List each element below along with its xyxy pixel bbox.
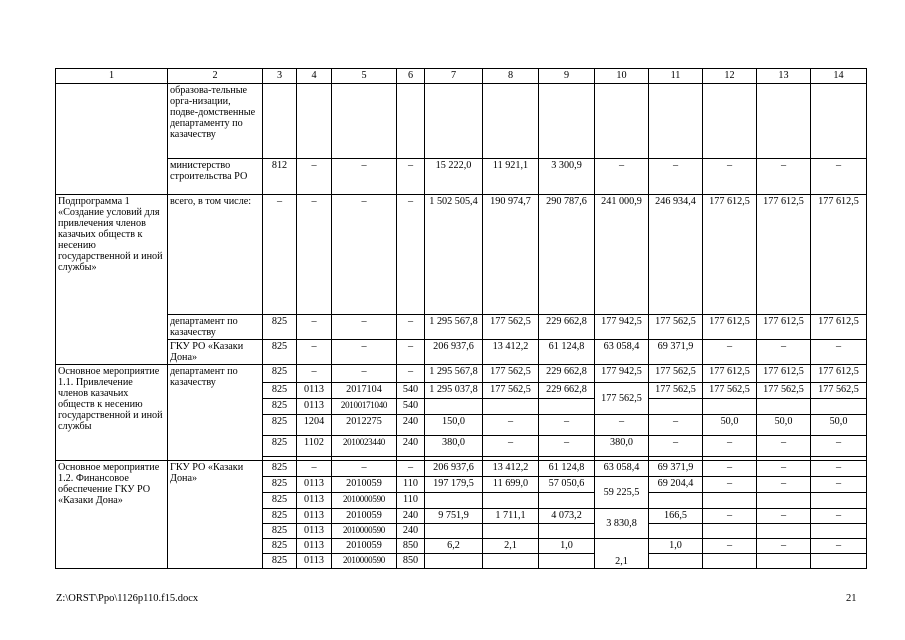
table-cell: 190 974,7 (483, 195, 539, 315)
footer-file-path: Z:\ORST\Ppo\1126p110.f15.docx (56, 593, 199, 604)
table-cell: департамент по казачеству (168, 365, 263, 461)
table-cell: 825 (263, 524, 297, 539)
table-cell: – (332, 159, 397, 195)
table-cell: 825 (263, 509, 297, 524)
table-cell: – (757, 477, 811, 493)
table-cell: 69 371,9 (649, 461, 703, 477)
table-cell: – (811, 509, 867, 524)
table-cell (483, 493, 539, 509)
table-cell (425, 524, 483, 539)
table-cell: 2010059 (332, 509, 397, 524)
table-cell (539, 84, 595, 159)
table-cell: 1,0 (539, 539, 595, 554)
table-row (56, 461, 867, 477)
table-cell: – (297, 159, 332, 195)
table-cell: образова-тельные орга-низации, подве-домственные департаменту по казачеству (168, 84, 263, 159)
table-cell: – (811, 461, 867, 477)
table-cell: – (595, 415, 649, 436)
table-cell: – (811, 436, 867, 457)
header-cell: 10 (595, 69, 649, 84)
table-cell: 15 222,0 (425, 159, 483, 195)
table-cell (811, 524, 867, 539)
page-number: 21 (846, 593, 857, 604)
table-cell: 825 (263, 340, 297, 365)
table-cell: 290 787,6 (539, 195, 595, 315)
table-cell (757, 493, 811, 509)
table-cell: 166,5 (649, 509, 703, 524)
table-cell: 177 562,5 (649, 315, 703, 340)
table-row (56, 159, 867, 195)
table-cell: – (811, 159, 867, 195)
table-cell: 2010023440 (332, 436, 397, 457)
table-cell: ГКУ РО «Казаки Дона» (168, 340, 263, 365)
table-cell (811, 399, 867, 415)
table-cell (703, 493, 757, 509)
table-cell: – (703, 477, 757, 493)
table-cell: – (397, 315, 425, 340)
table-cell: – (703, 436, 757, 457)
header-cell: 13 (757, 69, 811, 84)
table-cell (539, 493, 595, 509)
table-cell: – (332, 340, 397, 365)
table-cell: 0113 (297, 399, 332, 415)
table-cell: 246 934,4 (649, 195, 703, 315)
table-cell: 1204 (297, 415, 332, 436)
table-cell (757, 84, 811, 159)
table-cell: 177 612,5 (703, 195, 757, 315)
table-cell: 1 295 037,8 (425, 383, 483, 399)
table-cell: 177 612,5 (703, 315, 757, 340)
table-cell: 825 (263, 399, 297, 415)
table-cell (425, 84, 483, 159)
table-cell (703, 524, 757, 539)
table-cell: – (757, 436, 811, 457)
table-cell: 61 124,8 (539, 340, 595, 365)
table-cell: – (649, 436, 703, 457)
table-cell: 206 937,6 (425, 461, 483, 477)
table-cell: – (649, 159, 703, 195)
table-cell (811, 554, 867, 569)
table-cell: 50,0 (757, 415, 811, 436)
table-cell: 59 225,5 (595, 477, 649, 509)
table-cell: 240 (397, 509, 425, 524)
table-cell: 13 412,2 (483, 340, 539, 365)
table-cell (539, 524, 595, 539)
header-cell: 9 (539, 69, 595, 84)
table-cell: 825 (263, 415, 297, 436)
table-cell: 3 300,9 (539, 159, 595, 195)
table-cell: – (539, 436, 595, 457)
table-cell: 177 562,5 (649, 383, 703, 399)
table-cell (263, 84, 297, 159)
table-cell: 177 562,5 (703, 383, 757, 399)
table-cell: – (397, 195, 425, 315)
table-cell: – (483, 415, 539, 436)
header-cell: 6 (397, 69, 425, 84)
table-cell: 177 612,5 (757, 195, 811, 315)
header-cell: 2 (168, 69, 263, 84)
table-cell: 0113 (297, 539, 332, 554)
table-cell: министерство строительства РО (168, 159, 263, 195)
header-cell: 12 (703, 69, 757, 84)
table-cell: 20100171040 (332, 399, 397, 415)
table-cell: – (263, 195, 297, 315)
table-cell: 197 179,5 (425, 477, 483, 493)
table-cell (332, 84, 397, 159)
table-cell (649, 554, 703, 569)
table-cell: – (649, 415, 703, 436)
budget-table (55, 68, 867, 569)
activity-1-1-title: Основное мероприятие 1.1. Привлечение членов казачьих обществ к несению государственной и иной службы (56, 365, 168, 461)
table-cell: 3 830,8 (595, 509, 649, 539)
table-cell: – (539, 415, 595, 436)
table-cell: 177 562,5 (483, 383, 539, 399)
header-cell: 5 (332, 69, 397, 84)
table-cell: 2010000590 (332, 524, 397, 539)
table-cell: 2010059 (332, 477, 397, 493)
table-cell: 0113 (297, 554, 332, 569)
table-cell (757, 524, 811, 539)
table-cell (703, 554, 757, 569)
table-cell: 177 942,5 (595, 365, 649, 383)
table-cell: 206 937,6 (425, 340, 483, 365)
table-cell (483, 84, 539, 159)
table-cell: – (297, 195, 332, 315)
table-cell: – (703, 509, 757, 524)
table-cell: – (332, 315, 397, 340)
table-cell: 2012275 (332, 415, 397, 436)
table-cell: – (332, 195, 397, 315)
table-cell: 4 073,2 (539, 509, 595, 524)
table-cell: 63 058,4 (595, 340, 649, 365)
table-cell: 380,0 (595, 436, 649, 457)
header-cell: 8 (483, 69, 539, 84)
table-cell: 57 050,6 (539, 477, 595, 493)
table-cell: 1 295 567,8 (425, 315, 483, 340)
table-cell (483, 524, 539, 539)
table-cell: – (297, 315, 332, 340)
table-cell: 2010059 (332, 539, 397, 554)
table-cell: 825 (263, 493, 297, 509)
table-cell: 150,0 (425, 415, 483, 436)
subprogram-title: Подпрограмма 1 «Создание условий для привлечения членов казачьих обществ к несению государственной и иной службы» (56, 195, 168, 365)
table-cell: 6,2 (425, 539, 483, 554)
table-cell: 1,0 (649, 539, 703, 554)
table-cell: 1 711,1 (483, 509, 539, 524)
table-cell (56, 84, 168, 195)
table-cell: 69 371,9 (649, 340, 703, 365)
table-cell: – (703, 159, 757, 195)
table-cell: 2,1 (483, 539, 539, 554)
table-cell: 850 (397, 554, 425, 569)
table-cell: 240 (397, 436, 425, 457)
table-cell (703, 399, 757, 415)
table-cell: департамент по казачеству (168, 315, 263, 340)
table-cell (539, 554, 595, 569)
table-cell: 13 412,2 (483, 461, 539, 477)
table-cell: 241 000,9 (595, 195, 649, 315)
table-cell: ГКУ РО «Казаки Дона» (168, 461, 263, 569)
table-cell (811, 84, 867, 159)
table-cell: 177 612,5 (811, 315, 867, 340)
header-cell: 1 (56, 69, 168, 84)
table-cell: 177 562,5 (595, 383, 649, 415)
table-cell (757, 554, 811, 569)
table-cell: 177 562,5 (483, 315, 539, 340)
table-cell: – (703, 340, 757, 365)
table-cell: – (595, 159, 649, 195)
table-cell: 0113 (297, 509, 332, 524)
table-cell: – (397, 159, 425, 195)
table-cell (483, 554, 539, 569)
table-cell: – (397, 340, 425, 365)
header-cell: 3 (263, 69, 297, 84)
table-cell: – (332, 461, 397, 477)
table-cell: 177 612,5 (811, 365, 867, 383)
table-cell (811, 493, 867, 509)
table-cell: 110 (397, 493, 425, 509)
table-cell: 825 (263, 461, 297, 477)
table-cell: 0113 (297, 493, 332, 509)
table-cell (539, 399, 595, 415)
table-cell: 380,0 (425, 436, 483, 457)
table-cell: 825 (263, 554, 297, 569)
table-cell: 177 612,5 (811, 195, 867, 315)
table-row (56, 84, 867, 159)
table-cell (397, 84, 425, 159)
table-cell: 177 562,5 (757, 383, 811, 399)
table-cell: – (297, 365, 332, 383)
table-cell: 61 124,8 (539, 461, 595, 477)
table-cell: 2017104 (332, 383, 397, 399)
table-cell: 2010000590 (332, 493, 397, 509)
table-cell: 825 (263, 383, 297, 399)
header-cell: 11 (649, 69, 703, 84)
table-cell: 177 562,5 (811, 383, 867, 399)
table-cell: 11 921,1 (483, 159, 539, 195)
table-cell: 1102 (297, 436, 332, 457)
table-cell: 177 612,5 (757, 315, 811, 340)
table-cell: – (703, 461, 757, 477)
table-cell: 177 562,5 (483, 365, 539, 383)
table-cell: – (757, 461, 811, 477)
table-cell: – (811, 477, 867, 493)
table-cell: – (703, 539, 757, 554)
table-cell: – (483, 436, 539, 457)
table-cell (425, 493, 483, 509)
table-cell: 229 662,8 (539, 315, 595, 340)
table-row (56, 340, 867, 365)
table-cell: 50,0 (703, 415, 757, 436)
table-cell (425, 554, 483, 569)
table-cell: – (757, 159, 811, 195)
table-cell: 825 (263, 477, 297, 493)
table-cell: 1 502 505,4 (425, 195, 483, 315)
table-cell: 2,1 (595, 539, 649, 569)
table-cell (595, 84, 649, 159)
table-cell (297, 84, 332, 159)
table-cell (649, 493, 703, 509)
table-cell: 825 (263, 365, 297, 383)
header-cell: 7 (425, 69, 483, 84)
table-cell: 69 204,4 (649, 477, 703, 493)
table-cell: 0113 (297, 524, 332, 539)
header-row (56, 69, 867, 84)
table-cell: 2010000590 (332, 554, 397, 569)
table-cell: – (757, 340, 811, 365)
table-cell: – (397, 365, 425, 383)
table-cell: 825 (263, 539, 297, 554)
table-cell: – (297, 461, 332, 477)
table-cell: 540 (397, 399, 425, 415)
header-cell: 4 (297, 69, 332, 84)
table-cell: – (757, 539, 811, 554)
table-cell: – (297, 340, 332, 365)
activity-1-2-title: Основное мероприятие 1.2. Финансовое обеспечение ГКУ РО «Казаки Дона» (56, 461, 168, 569)
table-cell: всего, в том числе: (168, 195, 263, 315)
table-cell: 63 058,4 (595, 461, 649, 477)
table-cell: – (397, 461, 425, 477)
table-cell: – (757, 509, 811, 524)
table-cell: 177 942,5 (595, 315, 649, 340)
table-cell (649, 84, 703, 159)
table-cell: 177 562,5 (649, 365, 703, 383)
table-cell: 540 (397, 383, 425, 399)
table-cell: 0113 (297, 383, 332, 399)
table-cell: 825 (263, 315, 297, 340)
table-cell: 1 295 567,8 (425, 365, 483, 383)
table-cell: 0113 (297, 477, 332, 493)
table-row (56, 195, 867, 315)
table-row (56, 315, 867, 340)
table-cell: 177 612,5 (757, 365, 811, 383)
table-cell: 110 (397, 477, 425, 493)
table-cell (649, 524, 703, 539)
table-cell: 229 662,8 (539, 383, 595, 399)
table-cell (425, 399, 483, 415)
table-cell: 240 (397, 524, 425, 539)
table-cell (649, 399, 703, 415)
table-cell: 11 699,0 (483, 477, 539, 493)
table-cell: 177 612,5 (703, 365, 757, 383)
table-cell: 50,0 (811, 415, 867, 436)
table-cell: 229 662,8 (539, 365, 595, 383)
table-cell: 825 (263, 436, 297, 457)
table-cell (703, 84, 757, 159)
table-cell: – (332, 365, 397, 383)
table-cell (757, 399, 811, 415)
table-cell: 850 (397, 539, 425, 554)
table-cell: – (811, 340, 867, 365)
table-cell: 812 (263, 159, 297, 195)
table-cell (483, 399, 539, 415)
table-cell: 9 751,9 (425, 509, 483, 524)
header-cell: 14 (811, 69, 867, 84)
table-cell: 240 (397, 415, 425, 436)
table-row (56, 365, 867, 383)
table-cell: – (811, 539, 867, 554)
